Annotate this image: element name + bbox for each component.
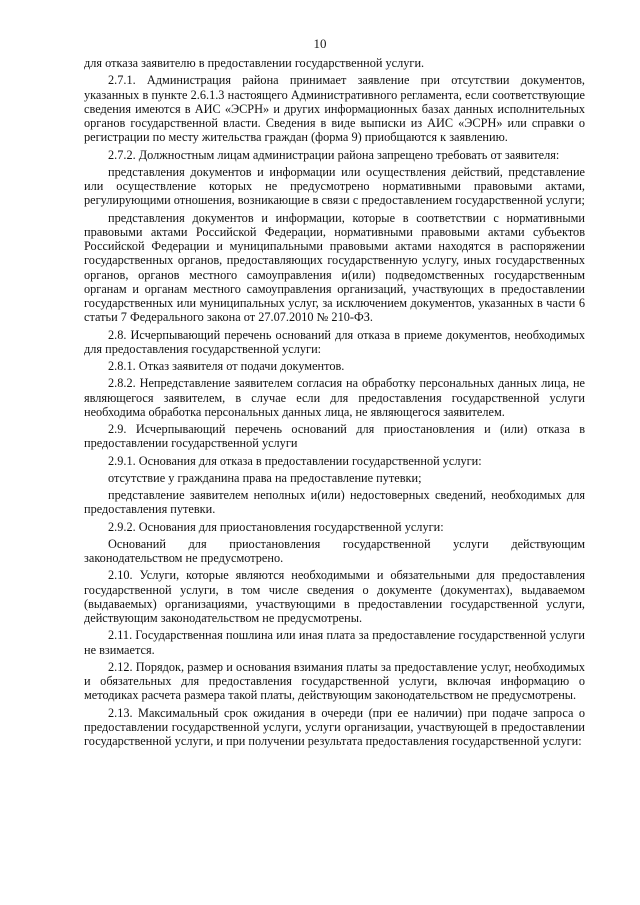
- paragraph: представление заявителем неполных и(или) недостоверных сведений, необходимых для предоставления путевки.: [84, 488, 585, 517]
- paragraph: 2.10. Услуги, которые являются необходимыми и обязательными для предоставления государственной услуги, в том числе сведения о документе (документах), выдаваемом (выдаваемых) организациями, участвующими в предоставлении государственной услуги, действующим законодательством не предусмотрены.: [84, 568, 585, 625]
- paragraph: отсутствие у гражданина права на предоставление путевки;: [108, 470, 422, 485]
- paragraph: 2.8.1. Отказ заявителя от подачи документов.: [108, 359, 345, 373]
- paragraph: 2.8.2. Непредставление заявителем согласия на обработку персональных данных лица, не являющегося заявителем, в случае если для предоставления государственной услуги необходима обработка персональных данных лица, не являющегося заявителем.: [84, 376, 585, 419]
- paragraph: 2.12. Порядок, размер и основания взимания платы за предоставление услуг, необходимых и обязательных для предоставления государственной услуги, включая информацию о методиках расчета размера такой платы, действующим законодательством не предусмотрены.: [84, 659, 585, 703]
- paragraph: 2.13. Максимальный срок ожидания в очереди (при ее наличии) при подаче запроса о предоставлении государственной услуги, услуги организации, участвующей в предоставлении государственной услуги, и при получении результата предоставления государственной услуги:: [84, 705, 585, 748]
- paragraph: для отказа заявителю в предоставлении государственной услуги.: [84, 56, 425, 70]
- paragraph: 2.7.2. Должностным лицам администрации района запрещено требовать от заявителя:: [108, 147, 560, 162]
- paragraph: 2.9.1. Основания для отказа в предоставлении государственной услуги:: [108, 453, 482, 468]
- paragraph: 2.9. Исчерпывающий перечень оснований для приостановления и (или) отказа в предоставлении государственной услуги: [84, 422, 585, 451]
- paragraph: 2.9.2. Основания для приостановления государственной услуги:: [108, 519, 444, 534]
- page-number: 10: [313, 36, 327, 51]
- paragraph: 2.11. Государственная пошлина или иная плата за предоставление государственной услуги не взимается.: [84, 628, 585, 657]
- paragraph: представления документов и информации, которые в соответствии с нормативными правовыми актами Российской Федерации, нормативными правовыми актами субъектов Российской Федерации и муниципальными правовыми актами находятся в распоряжении государственных органов, предоставляющих государственную услугу, иных государственных органов, органов местного самоуправления и(или) подведомственных государственным органам и органам местного самоуправления организаций, участвующих в предоставлении государственных или муниципальных услуг, за исключением документов, указанных в части 6 статьи 7 Федерального закона от 27.07.2010 № 210-ФЗ.: [84, 210, 585, 325]
- paragraph: представления документов и информации или осуществления действий, представление или осуществление которых не предусмотрено нормативными правовыми актами, регулирующими отношения, возникающие в связи с предоставлением государственной услуги;: [84, 164, 585, 208]
- paragraph: 2.8. Исчерпывающий перечень оснований для отказа в приеме документов, необходимых для предоставления государственной услуги:: [84, 327, 585, 356]
- paragraph: Оснований для приостановления государственной услуги действующим законодательством не предусмотрено.: [84, 536, 585, 565]
- paragraph: 2.7.1. Администрация района принимает заявление при отсутствии документов, указанных в пункте 2.6.1.3 настоящего Административного регламента, если соответствующие сведения имеются в АИС «ЭСРН» и других информационных базах данных исполнительных органов государственной власти. Сведения в виде выписки из АИС «ЭСРН» или справки о регистрации по месту жительства граждан (форма 9) приобщаются к заявлению.: [84, 73, 585, 145]
- document-body: [84, 56, 585, 751]
